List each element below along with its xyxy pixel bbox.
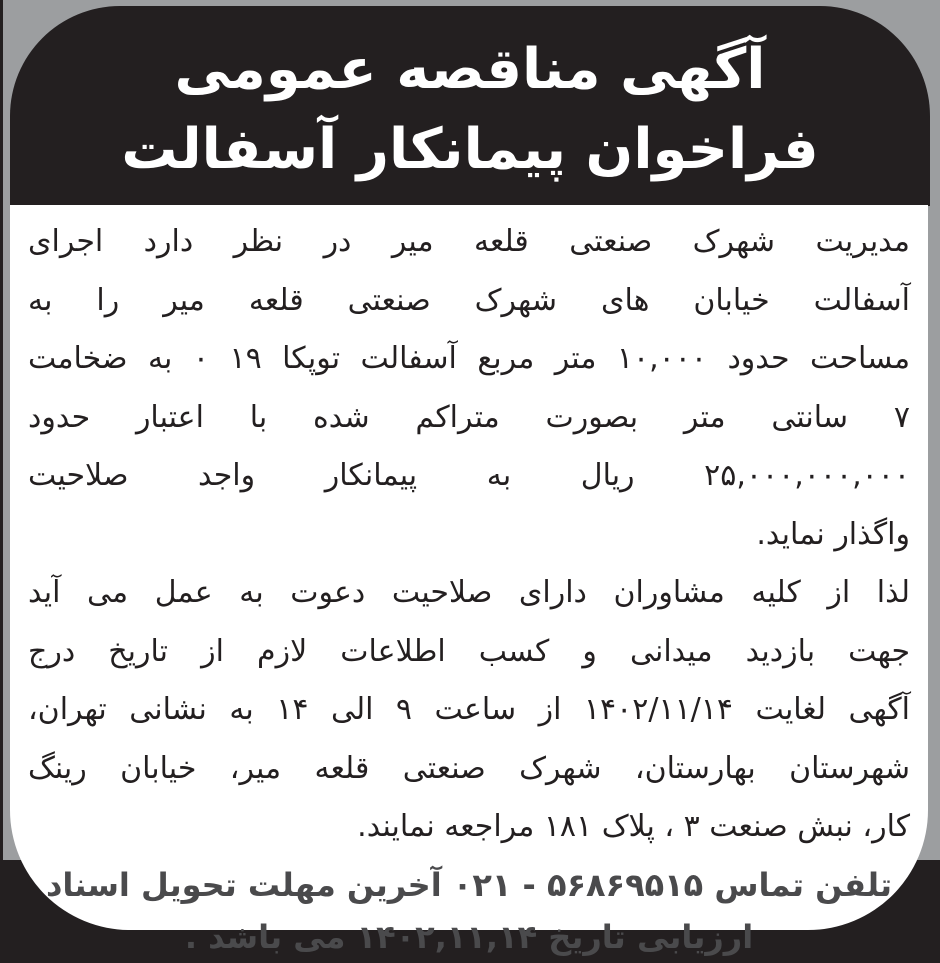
text-line: مدیریت شهرک صنعتی قلعه میر در نظر دارد اجرای	[28, 224, 910, 259]
text-line: کار، نبش صنعت ۳ ، پلاک ۱۸۱ مراجعه نمایند.	[357, 809, 910, 844]
text-line: لذا از کلیه مشاوران دارای صلاحیت دعوت به عمل می آید	[28, 575, 910, 610]
text-line: جهت بازدید میدانی و کسب اطلاعات لازم از تاریخ درج	[28, 633, 910, 669]
deadline-date: ارزیابی تاریخ ۱۴۰۲,۱۱,۱۴ می باشد .	[184, 917, 754, 956]
footer-contact-deadline	[28, 859, 910, 963]
text-line: آگهی لغایت ۱۴۰۲/۱۱/۱۴ از ساعت ۹ الی ۱۴ به نشانی تهران،	[28, 692, 910, 727]
text-line: ۲۵,۰۰۰,۰۰۰,۰۰۰ ریال به پیمانکار واجد صلاحیت	[28, 458, 910, 493]
paragraph-invitation-and-address	[28, 564, 910, 857]
paragraph-project-description	[28, 213, 910, 564]
text-line: ۷ سانتی متر بصورت متراکم شده با اعتبار حدود	[28, 399, 910, 435]
title-public-tender: آگهی مناقصه عمومی	[174, 37, 766, 102]
title-asphalt-contractor-call: فراخوان پیمانکار آسفالت	[121, 117, 819, 182]
text-line: آسفالت خیابان های شهرک صنعتی قلعه میر را به	[28, 282, 910, 318]
notice-body-panel	[10, 205, 928, 956]
contact-phone-and-deadline: تلفن تماس ۵۶۸۶۹۵۱۵ - ۰۲۱ آخرین مهلت تحویل اسناد	[45, 865, 893, 904]
text-line: واگذار نماید.	[756, 516, 910, 552]
text-line: شهرستان بهارستان، شهرک صنعتی قلعه میر، خیابان رینگ	[28, 750, 910, 786]
text-line: مساحت حدود ۱۰,۰۰۰ متر مربع آسفالت توپکا ۱۹ ۰ به ضخامت	[28, 341, 911, 376]
header-banner	[10, 6, 930, 206]
